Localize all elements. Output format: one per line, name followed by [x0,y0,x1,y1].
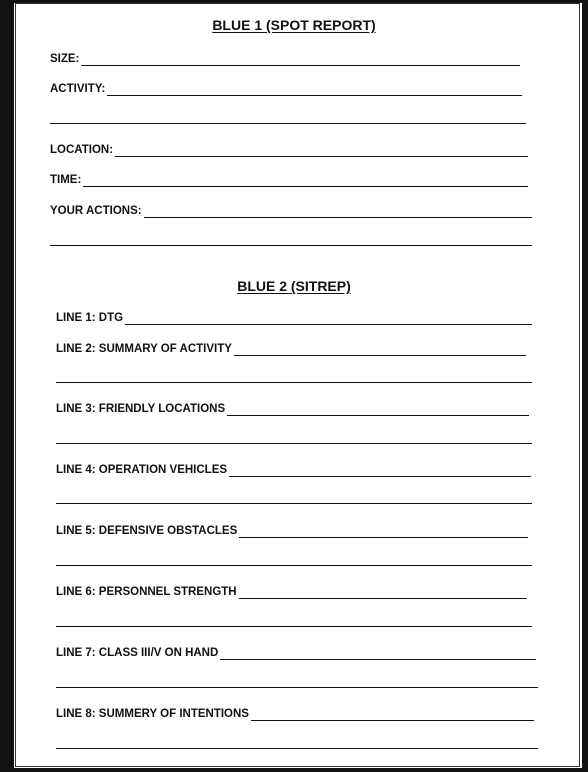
line3-line[interactable] [227,403,529,416]
line8-line[interactable] [251,708,534,721]
line4-field[interactable] [56,461,531,477]
line3-field[interactable] [56,400,529,416]
location-label: LOCATION: [50,144,114,156]
line4-label: LINE 4: OPERATION VEHICLES [56,464,228,476]
line2-field[interactable] [56,340,526,356]
line2-line[interactable] [234,343,526,356]
line6-field[interactable] [56,583,527,599]
line1-field[interactable] [56,309,532,325]
size-line[interactable] [81,53,520,66]
line2-continuation-line[interactable] [56,382,532,383]
line6-label: LINE 6: PERSONNEL STRENGTH [56,586,237,598]
location-line[interactable] [115,144,528,157]
time-label: TIME: [50,174,82,186]
your-actions-field[interactable] [50,202,532,218]
line5-label: LINE 5: DEFENSIVE OBSTACLES [56,525,238,537]
line5-line[interactable] [239,525,528,538]
line8-field[interactable] [56,705,534,721]
line7-label: LINE 7: CLASS III/V ON HAND [56,647,219,659]
your-actions-line[interactable] [144,205,532,218]
line3-continuation-line[interactable] [56,443,532,444]
your-actions-continuation-line[interactable] [50,245,532,246]
line7-continuation-line[interactable] [56,687,538,688]
activity-continuation-line[interactable] [50,123,526,124]
line1-label: LINE 1: DTG [56,312,124,324]
location-field[interactable] [50,141,528,157]
size-label: SIZE: [50,53,80,65]
time-field[interactable] [50,171,528,187]
time-line[interactable] [83,174,528,187]
line7-field[interactable] [56,644,536,660]
line8-continuation-line[interactable] [56,748,538,749]
line7-line[interactable] [220,647,536,660]
activity-label: ACTIVITY: [50,83,106,95]
activity-field[interactable] [50,80,522,96]
line4-continuation-line[interactable] [56,503,532,504]
line1-line[interactable] [125,312,532,325]
line6-continuation-line[interactable] [56,626,532,627]
line2-label: LINE 2: SUMMARY OF ACTIVITY [56,343,232,355]
line8-label: LINE 8: SUMMERY OF INTENTIONS [56,708,249,720]
section2-title: BLUE 2 (SITREP) [237,278,351,294]
line5-field[interactable] [56,522,528,538]
your-actions-label: YOUR ACTIONS: [50,205,142,217]
line3-label: LINE 3: FRIENDLY LOCATIONS [56,403,226,415]
line4-line[interactable] [229,464,531,477]
section1-title: BLUE 1 (SPOT REPORT) [212,17,376,33]
size-field[interactable] [50,50,520,66]
activity-line[interactable] [107,83,522,96]
line6-line[interactable] [239,586,527,599]
line5-continuation-line[interactable] [56,565,532,566]
